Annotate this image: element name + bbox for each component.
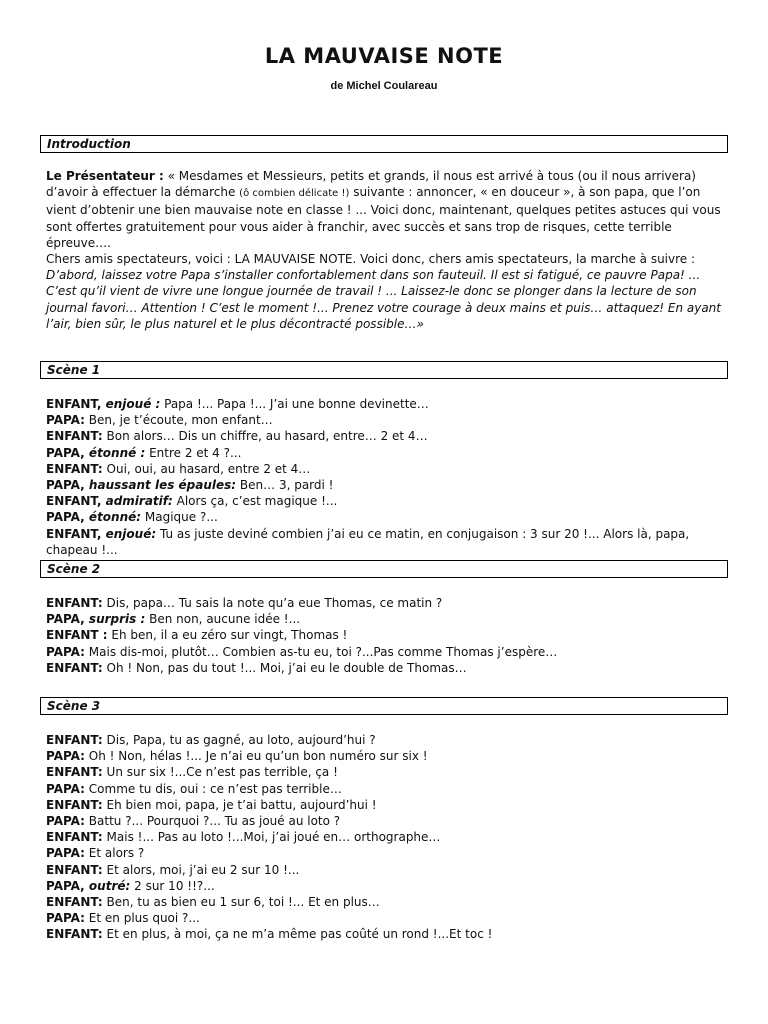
dialogue-text: Eh bien moi, papa, je t’ai battu, aujourd’hui !: [102, 797, 377, 812]
dialogue-text: Dis, papa… Tu sais la note qu’a eue Thomas, ce matin ?: [102, 596, 443, 610]
dialogue-line: [46, 595, 726, 611]
speaker-name: PAPA,: [46, 478, 85, 493]
speaker-name: ENFANT:: [46, 765, 103, 780]
intro-text-b: suivante : annoncer, « en douceur », à son papa, que l’on vient d’obtenir une bien mauvaise note en classe ! ... Voici donc, maintenant, quelques petites astuces qui vous sont offertes gratuitement pour vous aider à franchir, avec succès et sans trop de risques, cette terrible épreuve….: [46, 185, 721, 250]
speaker-name: ENFANT:: [46, 660, 103, 675]
dialogue-text: Battu ?... Pourquoi ?... Tu as joué au loto ?: [84, 814, 341, 829]
speaker-name: ENFANT:: [46, 895, 103, 910]
dialogue-line: [46, 797, 726, 813]
stage-direction: enjoué :: [101, 397, 161, 411]
introduction-text: [46, 168, 726, 332]
dialogue-text: Oh ! Non, hélas !... Je n’ai eu qu’un bon numéro sur six !: [84, 749, 428, 764]
speaker-name: PAPA:: [46, 413, 85, 428]
speaker-name: ENFANT:: [46, 862, 103, 877]
speaker-name: ENFANT:: [46, 830, 103, 845]
stage-direction: enjoué:: [101, 526, 157, 541]
dialogue-text: Et en plus quoi ?...: [84, 911, 200, 926]
dialogue-text: Alors ça, c’est magique !...: [172, 494, 338, 509]
dialogue-line: [46, 644, 726, 660]
dialogue-text: Papa !... Papa !... J’ai une bonne devinette…: [160, 397, 429, 411]
dialogue-text: Oh ! Non, pas du tout !... Moi, j’ai eu le double de Thomas…: [102, 660, 467, 675]
dialogue-text: Un sur six !...Ce n’est pas terrible, ça !: [102, 765, 338, 780]
dialogue-line: [46, 493, 726, 509]
dialogue-text: Mais !... Pas au loto !...Moi, j’ai joué en… orthographe…: [102, 830, 441, 845]
dialogue-text: Et alors, moi, j’ai eu 2 sur 10 !...: [102, 862, 300, 877]
dialogue-line: [46, 878, 726, 894]
speaker-name: PAPA:: [46, 749, 85, 764]
intro-paragraph-2: Chers amis spectateurs, voici : LA MAUVAISE NOTE. Voici donc, chers amis spectateurs, la marche à suivre :: [46, 252, 696, 267]
dialogue-line: [46, 781, 726, 797]
dialogue-text: Ben, je t’écoute, mon enfant…: [84, 413, 273, 428]
scene-2-dialogue: [46, 595, 726, 676]
dialogue-line: [46, 894, 726, 910]
dialogue-text: Ben… 3, pardi !: [236, 478, 334, 493]
dialogue-line: [46, 813, 726, 829]
dialogue-line: [46, 461, 726, 477]
intro-text-a: « Mesdames et Messieurs, petits et grands, il nous est arrivé à tous (ou il nous arrivera) d’avoir à effectuer la démarche: [46, 169, 696, 200]
speaker-name: PAPA,: [46, 612, 85, 627]
dialogue-text: Oui, oui, au hasard, entre 2 et 4…: [102, 461, 311, 476]
speaker-name: PAPA:: [46, 644, 85, 659]
dialogue-text: Magique ?...: [141, 510, 218, 525]
dialogue-line: [46, 477, 726, 493]
dialogue-line: [46, 428, 726, 444]
author-line: de Michel Coulareau: [330, 80, 438, 92]
scene-3-dialogue: [46, 732, 726, 943]
document-title: LA MAUVAISE NOTE: [264, 44, 504, 68]
speaker-name: PAPA:: [46, 846, 85, 861]
speaker-name: PAPA,: [46, 445, 85, 460]
speaker-name: ENFANT:: [46, 733, 103, 747]
dialogue-line: [46, 611, 726, 627]
dialogue-line: [46, 926, 726, 942]
speaker-name: ENFANT,: [46, 526, 102, 541]
dialogue-text: 2 sur 10 !!?...: [130, 878, 215, 893]
stage-direction: haussant les épaules:: [84, 478, 237, 493]
dialogue-line: [46, 764, 726, 780]
stage-direction: surpris :: [84, 612, 146, 627]
dialogue-text: Et en plus, à moi, ça ne m’a même pas coûté un rond !...Et toc !: [102, 927, 493, 942]
intro-paragraph-3: [46, 267, 726, 332]
dialogue-line: [46, 412, 726, 428]
dialogue-line: [46, 732, 726, 748]
speaker-name: ENFANT,: [46, 494, 102, 509]
speaker-name: PAPA,: [46, 878, 85, 893]
dialogue-line: [46, 910, 726, 926]
intro-text-aside: (ô combien délicate !): [239, 188, 350, 200]
dialogue-line: [46, 396, 726, 412]
dialogue-text: Eh ben, il a eu zéro sur vingt, Thomas !: [107, 628, 348, 643]
dialogue-text: Ben non, aucune idée !...: [145, 612, 301, 627]
dialogue-text: Et alors ?: [84, 846, 145, 861]
speaker-name: ENFANT:: [46, 797, 103, 812]
speaker-name: ENFANT:: [46, 461, 103, 476]
dialogue-line: [46, 526, 726, 558]
intro-instructions: D’abord, laissez votre Papa s’installer confortablement dans son fauteuil. Il est si fatigué, ce pauvre Papa! ... C’est qu’il vient de vivre une longue journée de travail ! ... Laissez-le donc se plonger dans la lecture de son journal favori… Attention ! C’est le moment !... Prenez votre courage à deux mains et puis… attaquez! En ayant l’air, bien sûr, le plus naturel et le plus décontracté possible…»: [46, 268, 721, 331]
scene-1-dialogue: [46, 396, 726, 558]
stage-direction: étonné:: [84, 510, 142, 525]
section-heading-scene-1: Scène 1: [40, 361, 728, 379]
stage-direction: outré:: [84, 878, 131, 893]
dialogue-text: Tu as juste deviné combien j’ai eu ce matin, en conjugaison : 3 sur 20 !... Alors là, papa, chapeau !...: [46, 526, 690, 557]
dialogue-line: [46, 748, 726, 764]
dialogue-line: [46, 627, 726, 643]
dialogue-text: Bon alors… Dis un chiffre, au hasard, entre… 2 et 4…: [102, 429, 428, 444]
dialogue-text: Comme tu dis, oui : ce n’est pas terrible…: [84, 781, 342, 796]
speaker-name: ENFANT :: [46, 628, 108, 643]
section-heading-scene-2: Scène 2: [40, 560, 728, 578]
dialogue-text: Mais dis-moi, plutôt… Combien as-tu eu, toi ?...Pas comme Thomas j’espère…: [84, 644, 558, 659]
speaker-name: PAPA,: [46, 510, 85, 525]
speaker-name: PAPA:: [46, 814, 85, 829]
dialogue-line: [46, 445, 726, 461]
dialogue-line: [46, 845, 726, 861]
stage-direction: admiratif:: [101, 494, 173, 509]
dialogue-line: [46, 829, 726, 845]
speaker-name: PAPA:: [46, 781, 85, 796]
stage-direction: étonné :: [84, 445, 146, 460]
section-heading-introduction: Introduction: [40, 135, 728, 153]
dialogue-text: Dis, Papa, tu as gagné, au loto, aujourd’hui ?: [102, 733, 376, 747]
speaker-name: ENFANT:: [46, 927, 103, 942]
dialogue-line: [46, 660, 726, 676]
dialogue-text: Entre 2 et 4 ?...: [145, 445, 242, 460]
intro-paragraph-1: [46, 168, 726, 251]
section-heading-scene-3: Scène 3: [40, 697, 728, 715]
speaker-name: ENFANT:: [46, 596, 103, 610]
speaker-name: ENFANT,: [46, 397, 102, 411]
dialogue-line: [46, 862, 726, 878]
speaker-name: ENFANT:: [46, 429, 103, 444]
speaker-presentateur: Le Présentateur :: [46, 169, 164, 183]
dialogue-text: Ben, tu as bien eu 1 sur 6, toi !... Et en plus…: [102, 895, 380, 910]
dialogue-line: [46, 509, 726, 525]
speaker-name: PAPA:: [46, 911, 85, 926]
